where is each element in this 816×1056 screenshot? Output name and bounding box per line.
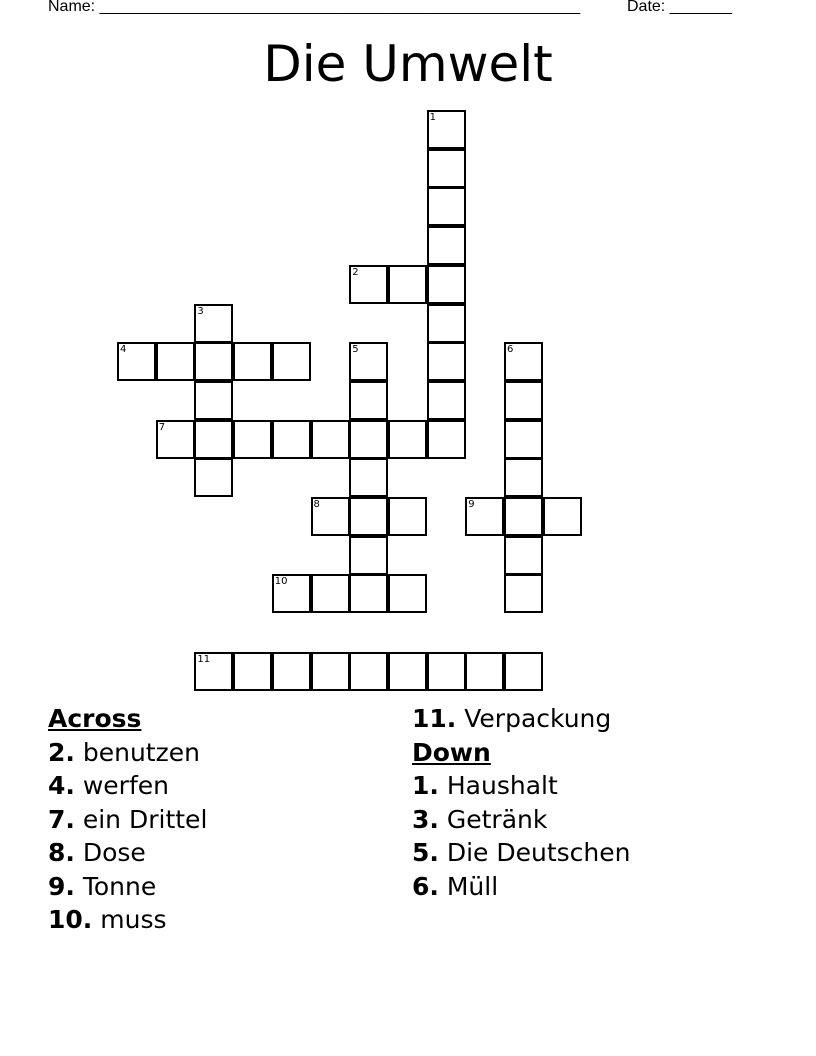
cell-number: 7 [158,421,166,433]
grid-cell[interactable] [388,265,427,304]
clue-text: ein Drittel [82,804,208,834]
clue-text: Tonne [82,871,157,901]
clue-across-4 [48,769,207,803]
grid-cell[interactable] [427,304,466,343]
clue-text: Dose [82,838,146,867]
grid-cell[interactable] [194,458,233,497]
clue-across-9 [48,870,207,904]
clue-text: Haushalt [446,771,558,800]
cell-number: 4 [120,344,127,356]
clue-number: 7. [48,804,75,834]
clue-down-5 [412,836,631,870]
clue-number: 1. [412,771,439,800]
clue-number: 4. [48,771,75,800]
clue-number: 8. [48,838,75,867]
grid-cell[interactable] [427,149,466,188]
clue-text: Müll [446,871,499,901]
grid-cell[interactable] [117,342,156,381]
grid-cell[interactable] [349,536,388,575]
grid-cell[interactable] [504,420,543,459]
grid-cell[interactable] [194,342,233,381]
cell-number: 9 [468,499,475,510]
grid-cell[interactable] [504,652,543,691]
grid-cell[interactable] [465,652,504,691]
clue-number: 10. [48,905,93,934]
puzzle-title: Die Umwelt [263,35,553,93]
grid-cell[interactable] [349,381,388,420]
grid-cell[interactable] [465,497,504,536]
grid-cell[interactable] [233,652,272,691]
grid-cell[interactable] [156,420,195,459]
grid-cell[interactable] [311,420,350,459]
down-heading: Down [412,737,491,767]
cell-number: 6 [507,344,514,356]
grid-cell[interactable] [427,110,466,149]
grid-cell[interactable] [272,342,311,381]
cell-number: 3 [197,305,204,317]
clue-across-8 [48,836,207,870]
grid-cell[interactable] [427,226,466,265]
grid-cell[interactable] [349,574,388,613]
grid-cell[interactable] [272,420,311,459]
grid-cell[interactable] [194,652,233,691]
cell-number: 8 [313,499,320,510]
clue-across-11 [412,702,631,736]
clue-text: Die Deutschen [446,838,631,867]
grid-cell[interactable] [427,342,466,381]
clue-down-3 [412,803,631,837]
grid-cell[interactable] [427,187,466,226]
grid-cell[interactable] [388,574,427,613]
clue-number: 6. [412,871,439,901]
clue-number: 5. [412,838,439,867]
grid-cell[interactable] [504,381,543,420]
clue-across-7 [48,803,207,837]
grid-cell[interactable] [272,652,311,691]
grid-cell[interactable] [194,420,233,459]
clue-number: 2. [48,737,75,767]
grid-cell[interactable] [427,381,466,420]
grid-cell[interactable] [311,497,350,536]
clue-text: Getränk [446,804,548,834]
grid-cell[interactable] [194,304,233,343]
clue-text: benutzen [82,737,200,767]
grid-cell[interactable] [388,652,427,691]
grid-cell[interactable] [311,574,350,613]
grid-cell[interactable] [543,497,582,536]
name-label: Name: ______________________________________________________ [48,0,581,15]
grid-cell[interactable] [349,458,388,497]
cell-number: 2 [352,266,359,278]
grid-cell[interactable] [272,574,311,613]
grid-cell[interactable] [311,652,350,691]
grid-cell[interactable] [233,420,272,459]
clue-down-1 [412,769,631,803]
across-heading: Across [48,704,142,733]
grid-cell[interactable] [349,342,388,381]
cell-number: 1 [429,112,436,123]
cell-number: 5 [352,344,359,356]
grid-cell[interactable] [388,497,427,536]
grid-cell[interactable] [504,574,543,613]
clues-right-column [412,702,631,903]
grid-cell[interactable] [504,458,543,497]
grid-cell[interactable] [427,652,466,691]
grid-cell[interactable] [349,420,388,459]
clue-across-2 [48,736,207,770]
date-label: Date: _______ [627,0,732,15]
clue-text: muss [100,905,167,934]
clue-across-10 [48,903,207,937]
clue-down-6 [412,870,631,904]
clue-number: 3. [412,804,439,834]
grid-cell[interactable] [504,536,543,575]
grid-cell[interactable] [427,420,466,459]
grid-cell[interactable] [388,420,427,459]
grid-cell[interactable] [349,652,388,691]
clue-text: werfen [82,771,169,800]
grid-cell[interactable] [156,342,195,381]
grid-cell[interactable] [504,497,543,536]
grid-cell[interactable] [233,342,272,381]
grid-cell[interactable] [427,265,466,304]
clue-number: 11. [412,704,457,733]
grid-cell[interactable] [504,342,543,381]
grid-cell[interactable] [349,497,388,536]
cell-number: 11 [197,653,211,665]
clue-number: 9. [48,871,75,901]
clue-text: Verpackung [464,704,612,733]
cell-number: 10 [274,576,288,588]
clues-left-column [48,702,207,937]
grid-cell[interactable] [349,265,388,304]
grid-cell[interactable] [194,381,233,420]
